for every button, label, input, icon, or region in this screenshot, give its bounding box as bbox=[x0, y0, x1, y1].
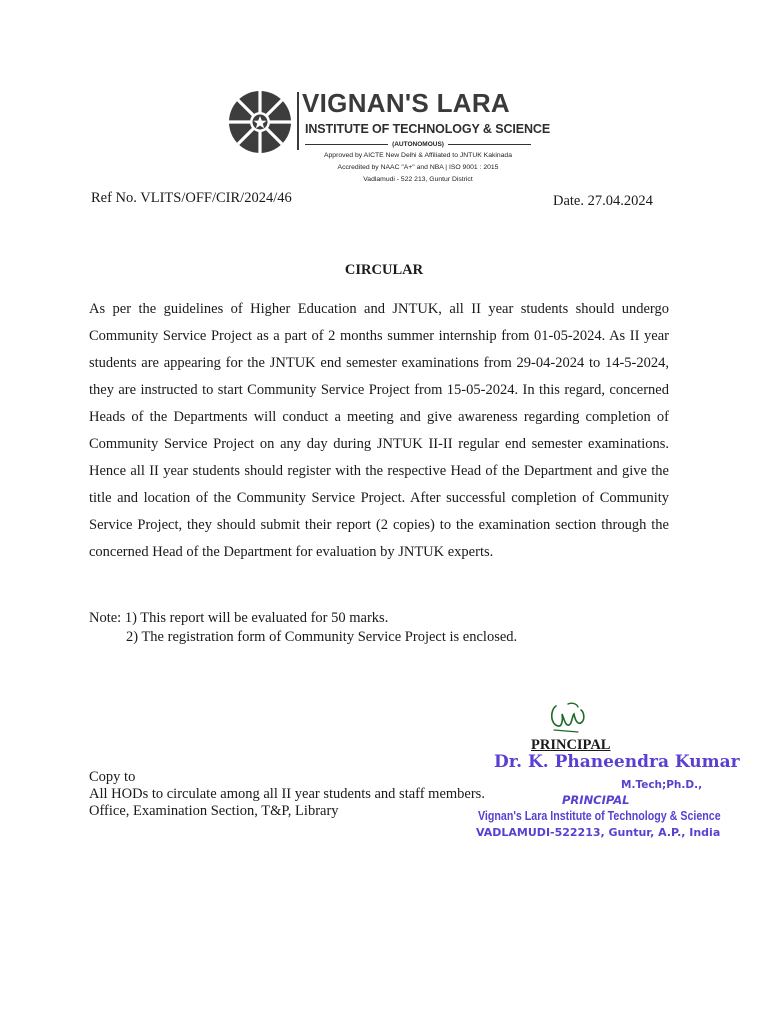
autonomous-label: (AUTONOMOUS) bbox=[392, 140, 444, 148]
institute-subtitle: INSTITUTE OF TECHNOLOGY & SCIENCE bbox=[305, 122, 551, 136]
autonomous-row bbox=[305, 139, 531, 149]
stamp-qualification: M.Tech;Ph.D., bbox=[621, 779, 703, 791]
copy-to-line-2: Office, Examination Section, T&P, Library bbox=[89, 803, 339, 819]
reference-number: Ref No. VLITS/OFF/CIR/2024/46 bbox=[91, 190, 292, 206]
stamp-address: VADLAMUDI-522213, Guntur, A.P., India bbox=[476, 826, 721, 839]
circular-body: As per the guidelines of Higher Education and JNTUK, all II year students should undergo Community Service Project as a part of 2 months summer internship from 01-05-2024. As II year students are appearing for the JNTUK end semester examinations from 29-04-2024 to 14-5-2024, they are instructed to start Community Service Project from 15-05-2024. In this regard, concerned Heads of the Departments will conduct a meeting and give awareness regarding completion of Community Service Project on any day during JNTUK II-II regular end semester examinations. Hence all II year students should register with the respective Head of the Department and give the title and location of the Community Service Project. After successful completion of Community Service Project, they should submit their report (2 copies) to the examination section through the concerned Head of the Department for evaluation by JNTUK experts. bbox=[89, 301, 669, 560]
letterhead bbox=[228, 88, 551, 192]
stamp-institution: Vignan's Lara Institute of Technology & Science bbox=[478, 808, 721, 823]
address-line: Vadlamudi - 522 213, Guntur District bbox=[363, 176, 473, 183]
signatory-title: PRINCIPAL bbox=[531, 737, 611, 753]
accreditation-line: Accredited by NAAC "A+" and NBA | ISO 9001 : 2015 bbox=[337, 164, 499, 171]
institute-name: VIGNAN'S LARA bbox=[302, 88, 510, 118]
handwritten-signature bbox=[548, 700, 590, 734]
approval-line: Approved by AICTE New Delhi & Affiliated to JNTUK Kakinada bbox=[323, 152, 512, 159]
circular-date: Date. 27.04.2024 bbox=[553, 193, 653, 209]
institute-emblem-icon bbox=[228, 90, 292, 154]
stamp-name: Dr. K. Phaneendra Kumar bbox=[494, 752, 740, 772]
circular-title: CIRCULAR bbox=[344, 262, 424, 278]
note-line-2: 2) The registration form of Community Service Project is enclosed. bbox=[126, 629, 518, 645]
copy-to-block bbox=[89, 769, 485, 820]
copy-to-heading: Copy to bbox=[89, 769, 136, 785]
copy-to-line-1: All HODs to circulate among all II year students and staff members. bbox=[89, 786, 485, 802]
note-line-1: Note: 1) This report will be evaluated for 50 marks. bbox=[89, 610, 389, 626]
letterhead-divider bbox=[297, 92, 299, 150]
stamp-title: PRINCIPAL bbox=[562, 793, 630, 807]
